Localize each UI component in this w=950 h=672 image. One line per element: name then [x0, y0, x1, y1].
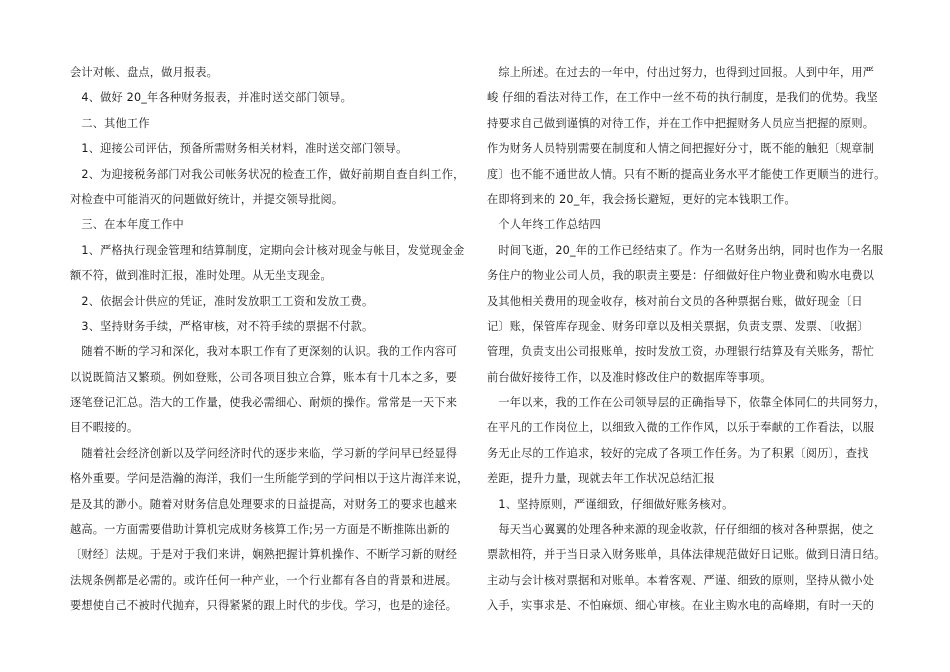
text-line: 在即将到来的 20_年，我会扬长避短，更好的完本钱职工作。 — [487, 192, 796, 206]
section-heading: 三、在本年度工作中 — [70, 218, 184, 232]
text-line: 1、严格执行现金管理和结算制度，定期向会计核对现金与帐目，发觉现金金 — [70, 243, 465, 257]
text-line: 一年以来，我的工作在公司领导层的正确指导下，依靠全体同仁的共同努力， — [487, 396, 886, 410]
text-line: 目不暇接的。 — [70, 421, 139, 435]
text-line: 1、迎接公司评估，预备所需财务相关材料，准时送交部门领导。 — [70, 142, 408, 156]
text-line: 务住户的物业公司人员，我的职责主要是：仔细做好住户物业费和购水电费以 — [487, 269, 875, 283]
text-line: 随着不断的学习和深化，我对本职工作有了更深刻的认识。我的工作内容可 — [70, 345, 458, 359]
text-line: 法规条例都是必需的。或许任何一种产业，一个行业都有各自的背景和进展。 — [70, 573, 458, 587]
text-line: 额不符，做到准时汇报，准时处理。从无坐支现金。 — [70, 269, 332, 283]
text-line: 持要求自己做到谨慎的对待工作，并在工作中把握财务人员应当把握的原则。 — [487, 116, 875, 130]
text-line: 管理，负责支出公司报账单，按时发放工资，办理银行结算及有关账务，帮忙 — [487, 345, 875, 359]
text-line: 峻 仔细的看法对待工作，在工作中一丝不苟的执行制度，是我们的优势。我坚 — [487, 91, 878, 105]
text-line: 逐笔登记汇总。浩大的工作量，使我必需细心、耐烦的操作。常常是一天下来 — [70, 396, 458, 410]
text-line: 在平凡的工作岗位上，以细致入微的工作作风，以乐于奉献的工作看法，以服 — [487, 421, 875, 435]
text-line: 是及其的渺小。随着对财务信息处理要求的日益提高，对财务工的要求也越来 — [70, 497, 458, 511]
text-line: 时间飞逝，20_年的工作已经结束了。作为一名财务出纳，同时也作为一名服 — [487, 243, 884, 257]
text-line: 入手，实事求是、不怕麻烦、细心审核。在业主购水电的高峰期，有时一天的 — [487, 599, 875, 613]
text-line: 会计对帐、盘点，做月报表。 — [70, 66, 219, 79]
text-line: 记〕账，保管库存现金、财务印章以及相关票据，负责支票、发票、〔收据〕 — [487, 319, 869, 333]
text-line: 越高。一方面需要借助计算机完成财务核算工作;另一方面是不断推陈出新的 — [70, 523, 450, 537]
text-line: 以说既简洁又繁琐。例如登账，公司各项目独立合算，账本有十几本之多，要 — [70, 370, 458, 384]
text-line: 2、依据会计供应的凭证，准时发放职工工资和发放工费。 — [70, 294, 374, 308]
section-heading: 个人年终工作总结四 — [487, 218, 601, 232]
text-line: 对检查中可能消灭的问题做好统计，并提交领导批阅。 — [70, 192, 344, 206]
text-line — [487, 619, 887, 644]
text-line: 〔财经〕法规。于是对于我们来讲，娴熟把握计算机操作、不断学习新的财经 — [70, 548, 458, 562]
text-line: 度〕也不能不通世故人情。只有不断的提高业务水平才能使工作更顺当的进行。 — [487, 167, 886, 181]
left-column — [70, 60, 470, 644]
text-line: 每天当心翼翼的处理各种来源的现金收款，仔仔细细的核对各种票据，使之 — [487, 523, 875, 537]
text-line: 及其他相关费用的现金收存，核对前台文员的各种票据台账，做好现金〔日 — [487, 294, 863, 308]
text-line: 1、坚持原则，严谨细致，仔细做好账务核对。 — [487, 497, 734, 511]
text-line: 要想使自己不被时代抛弃，只得紧紧的跟上时代的步伐。学习，也是的途径。 — [70, 599, 458, 613]
text-line: 格外重要。学问是浩瀚的海洋，我们一生所能学到的学问相以于这片海洋来说， — [70, 472, 469, 486]
text-line: 3、坚持财务手续，严格审核，对不符手续的票据不付款。 — [70, 319, 374, 333]
text-line: 前台做好接待工作，以及准时修改住户的数据库等事项。 — [487, 370, 772, 384]
text-line: 差距，提升力量，现就去年工作状况总结汇报 — [487, 472, 715, 486]
text-line: 票款相符，并于当日录入财务账单，具体法律规范做好日记账。做到日清日结。 — [487, 548, 886, 562]
section-heading: 二、其他工作 — [70, 116, 150, 130]
text-line — [70, 619, 470, 644]
text-line: 主动与会计核对票据和对账单。本着客观、严谨、细致的原则，坚持从微小处 — [487, 573, 875, 587]
text-line: 2、为迎接税务部门对我公司帐务状况的检查工作，做好前期自查自纠工作， — [70, 167, 465, 181]
text-line: 作为财务人员特别需要在制度和人情之间把握好分寸，既不能的触犯〔规章制 — [487, 142, 875, 156]
text-line: 随着社会经济创新以及学问经济时代的逐步来临，学习新的学问早已经显得 — [70, 446, 458, 460]
right-column — [487, 60, 887, 644]
text-line: 4、做好 20_年各种财务报表，并准时送交部门领导。 — [70, 91, 353, 105]
text-line: 综上所述。在过去的一年中，付出过努力，也得到过回报。人到中年，用严 — [487, 66, 875, 79]
text-line: 务无止尽的工作追求，较好的完成了各项工作任务。为了积累〔阅历〕，查找 — [487, 446, 869, 460]
